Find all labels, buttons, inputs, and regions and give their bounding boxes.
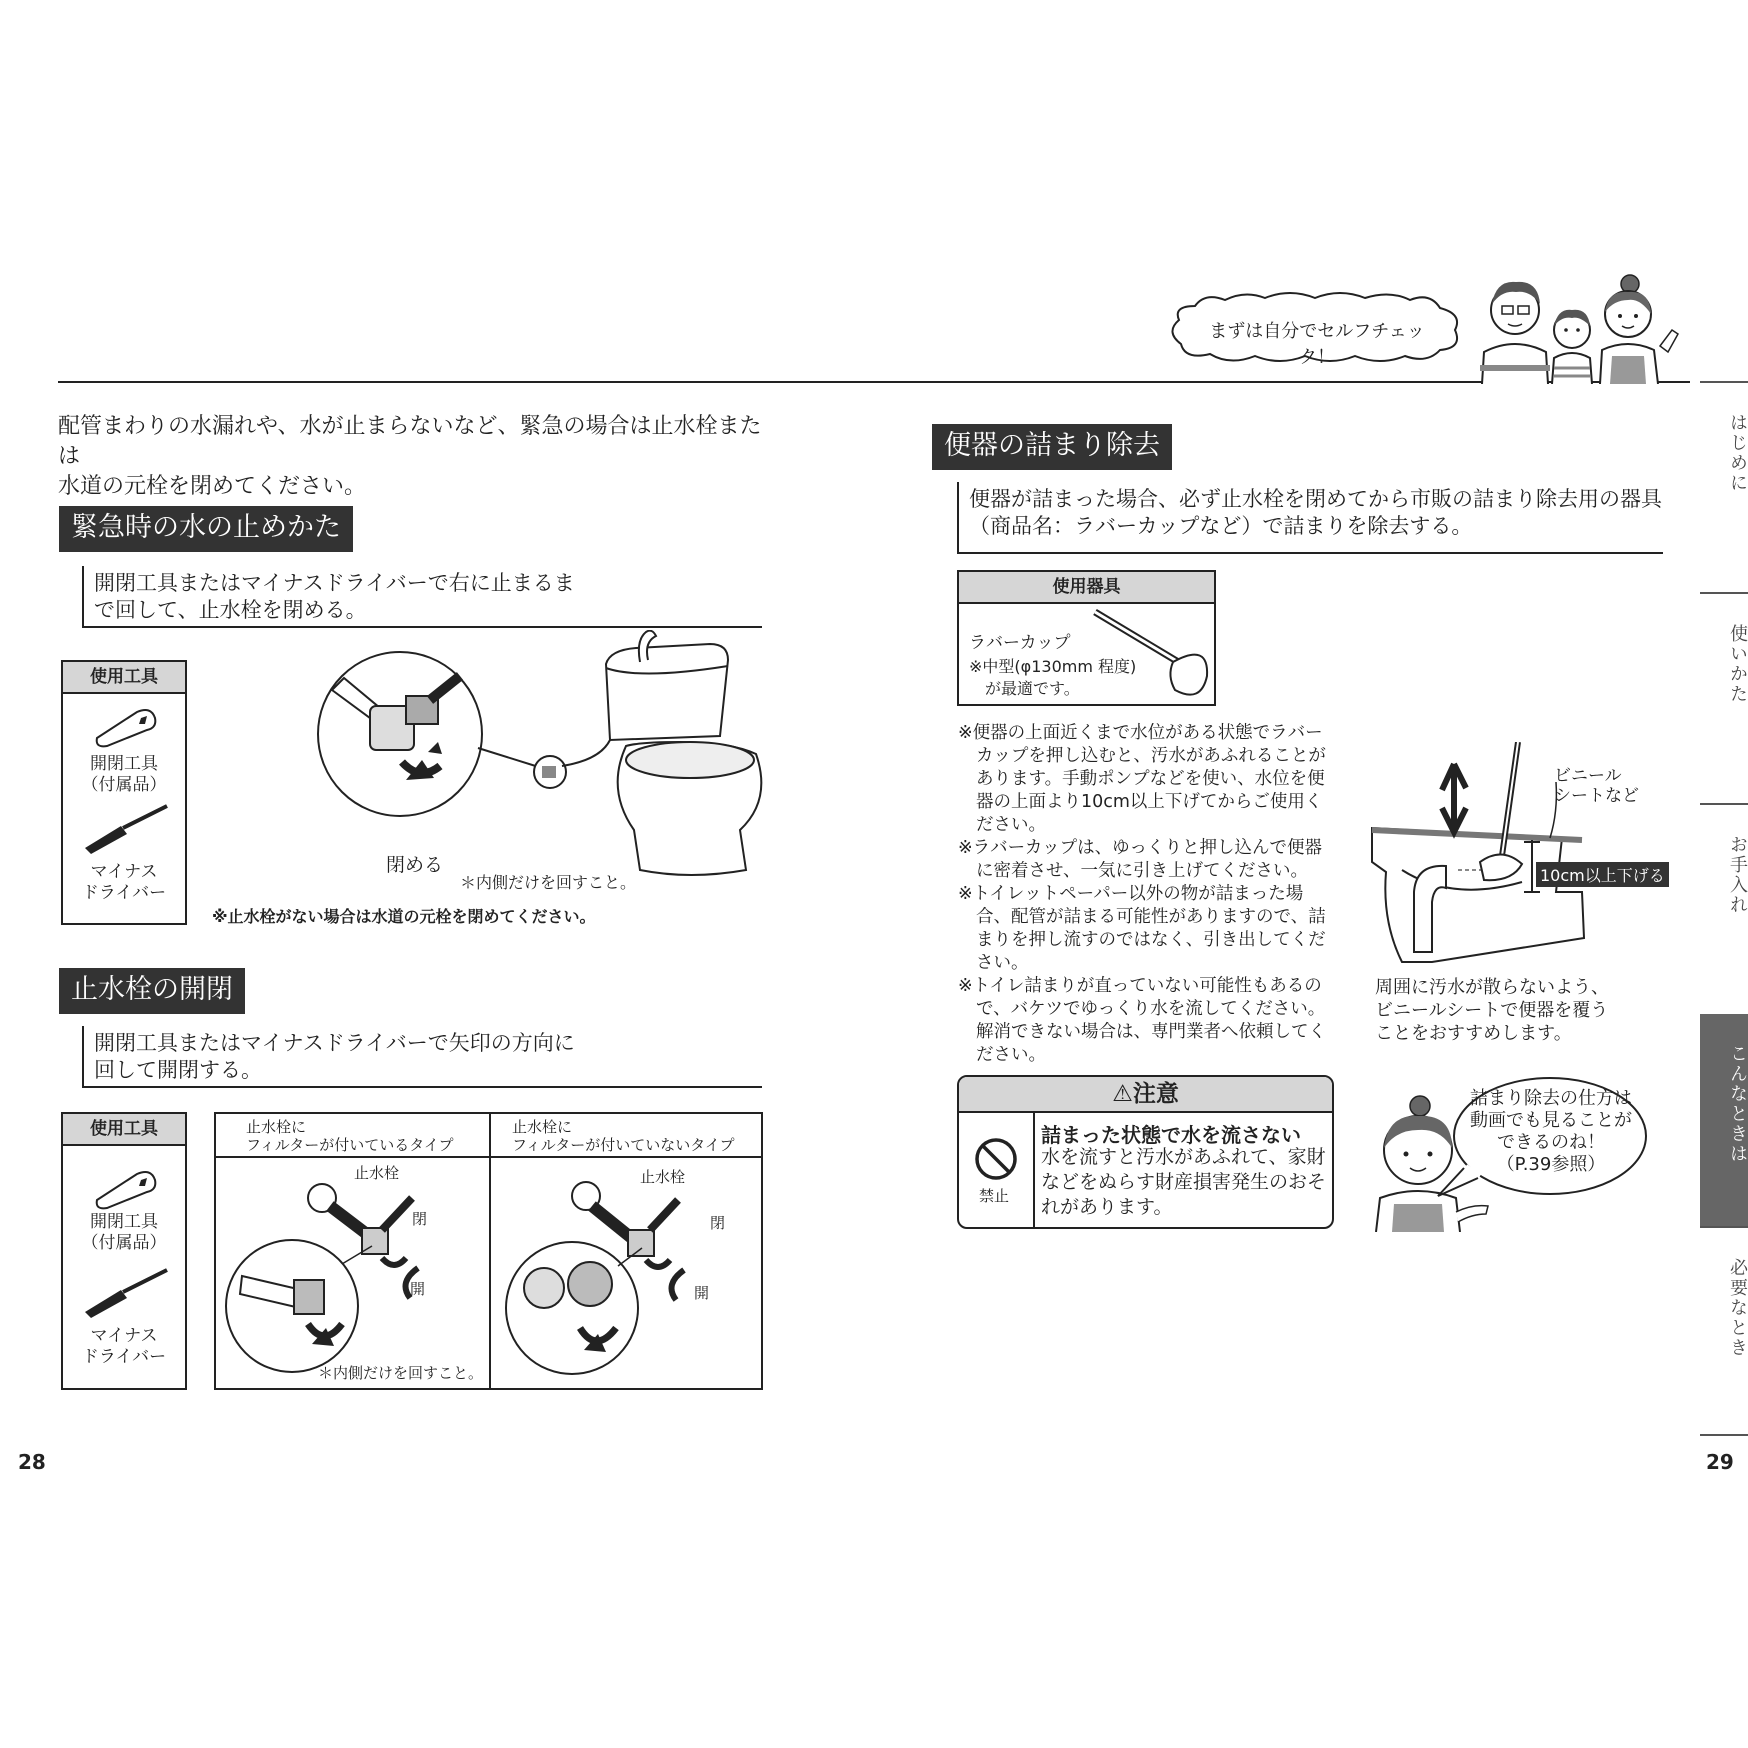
close-char-1: 閉: [412, 1210, 428, 1228]
open-char-2: 開: [694, 1284, 710, 1302]
clog-notes: [958, 722, 1338, 1067]
close-label: 閉める: [386, 854, 444, 876]
valve-with-filter-illustration: [222, 1158, 486, 1386]
screwdriver-icon: [81, 1268, 171, 1318]
caution-heading: 詰まった状態で水を流さない: [1041, 1123, 1301, 1147]
tab-tsukaikata[interactable]: 使いかた: [1700, 592, 1748, 802]
video-bubble-text: 詰まり除去の仕方は 動画でも見ることが できるのね！ （P.39参照）: [1470, 1088, 1632, 1175]
opener-tool-icon: [93, 704, 159, 748]
tools-header: 使用工具: [63, 1114, 185, 1146]
equipment-note-1: ※中型(φ130mm 程度): [969, 657, 1137, 676]
vinyl-caption: 周囲に汚水が散らないよう、 ビニールシートで便器を覆う ことをおすすめします。: [1375, 977, 1609, 1044]
step-emergency: 開閉工具またはマイナスドライバーで右に止まるま で回して、止水栓を閉める。: [82, 566, 762, 628]
valve-col1-header: 止水栓に フィルターが付いているタイプ: [246, 1118, 454, 1154]
page-number-left: 28: [18, 1450, 46, 1474]
close-char-2: 閉: [710, 1214, 726, 1232]
note-1: ※便器の上面近くまで水位がある状態でラバーカップを押し込むと、汚水があふれることがあります。手動ポンプなどを使い、水位を便器の上面より10cm以上下げてからご使用ください。: [958, 723, 1326, 835]
screwdriver-icon: [81, 804, 171, 854]
footnote-emergency: ※止水栓がない場合は水道の元栓を閉めてください。: [212, 907, 596, 926]
tools-box-emergency: [61, 660, 187, 925]
valve-label-2: 止水栓: [640, 1168, 686, 1186]
toilet-valve-illustration: [310, 630, 780, 890]
equipment-note-2: が最適です。: [985, 679, 1080, 698]
note-4: ※トイレ詰まりが直っていない可能性もあるので、バケツでゆっくり水を流してください。解消できない場合は、専門業者へ依頼してください。: [958, 976, 1326, 1065]
tab-bottom-rule: [1700, 1434, 1748, 1436]
level-label: 10cm以上下げる: [1536, 862, 1669, 887]
tool-screwdriver-label: マイナス ドライバー: [81, 862, 167, 903]
inner-note-valve: ＊内側だけを回すこと。: [318, 1364, 484, 1382]
plunger-icon: [1089, 606, 1213, 702]
section-title-emergency: 緊急時の水の止めかた: [59, 506, 353, 552]
section-title-clog: 便器の詰まり除去: [932, 424, 1172, 470]
caution-header: [959, 1077, 1332, 1113]
step-valve: 開閉工具またはマイナスドライバーで矢印の方向に 回して開閉する。: [82, 1026, 762, 1088]
tool-opener-label: 開閉工具 （付属品）: [81, 1212, 167, 1253]
tools-box-valve: [61, 1112, 187, 1390]
caution-divider: [1033, 1111, 1035, 1229]
page-number-right: 29: [1706, 1450, 1734, 1474]
tab-oteire[interactable]: お手入れ: [1700, 803, 1748, 1013]
caution-title: 注意: [1132, 1081, 1179, 1107]
valve-without-filter-illustration: [494, 1158, 758, 1386]
valve-label-1: 止水栓: [354, 1164, 400, 1182]
section-title-valve: 止水栓の開閉: [59, 968, 245, 1014]
inner-note-emergency: ＊内側だけを回すこと。: [460, 873, 637, 892]
open-char-1: 開: [410, 1280, 426, 1298]
equipment-name: ラバーカップ: [969, 633, 1071, 653]
prohibit-label: 禁止: [979, 1187, 1010, 1205]
header-rule: [58, 381, 1690, 383]
speech-bubble-text: まずは自分でセルフチェック！: [1209, 321, 1425, 368]
tools-header: 使用工具: [63, 662, 185, 694]
valve-col2-header: 止水栓に フィルターが付いていないタイプ: [512, 1118, 735, 1154]
prohibition-icon: [974, 1137, 1018, 1181]
tool-opener-label: 開閉工具 （付属品）: [81, 754, 167, 795]
tool-screwdriver-label: マイナス ドライバー: [81, 1326, 167, 1367]
vinyl-label: ビニール シートなど: [1554, 766, 1639, 806]
note-2: ※ラバーカップは、ゆっくりと押し込んで便器に密着させ、一気に引き上げてください。: [958, 838, 1322, 881]
caution-body: 水を流すと汚水があふれて、家財などをぬらす財産損害発生のおそれがあります。: [1041, 1146, 1327, 1218]
opener-tool-icon: [93, 1166, 159, 1210]
note-3: ※トイレットペーパー以外の物が詰まった場合、配管が詰まる可能性がありますので、詰まりを押し流すのではなく、引き出してください。: [958, 884, 1326, 973]
tab-hitsuyou-na-toki[interactable]: 必要なとき: [1700, 1226, 1748, 1434]
caution-box: [957, 1075, 1334, 1229]
equipment-header: 使用器具: [959, 572, 1214, 604]
equipment-box: [957, 570, 1216, 706]
family-illustration: [1480, 272, 1695, 384]
warning-triangle-icon: ⚠: [1112, 1081, 1133, 1107]
valve-types-table: [214, 1112, 763, 1390]
step-clog: 便器が詰まった場合、必ず止水栓を閉めてから市販の詰まり除去用の器具 （商品名：ラバーカップなど）で詰まりを除去する。: [957, 482, 1663, 554]
intro-text: 配管まわりの水漏れや、水が止まらないなど、緊急の場合は止水栓または 水道の元栓を閉めてください。: [58, 414, 762, 499]
tab-hajimeni[interactable]: はじめに: [1700, 381, 1748, 591]
tab-konna-toki[interactable]: こんなときは: [1700, 1014, 1748, 1226]
